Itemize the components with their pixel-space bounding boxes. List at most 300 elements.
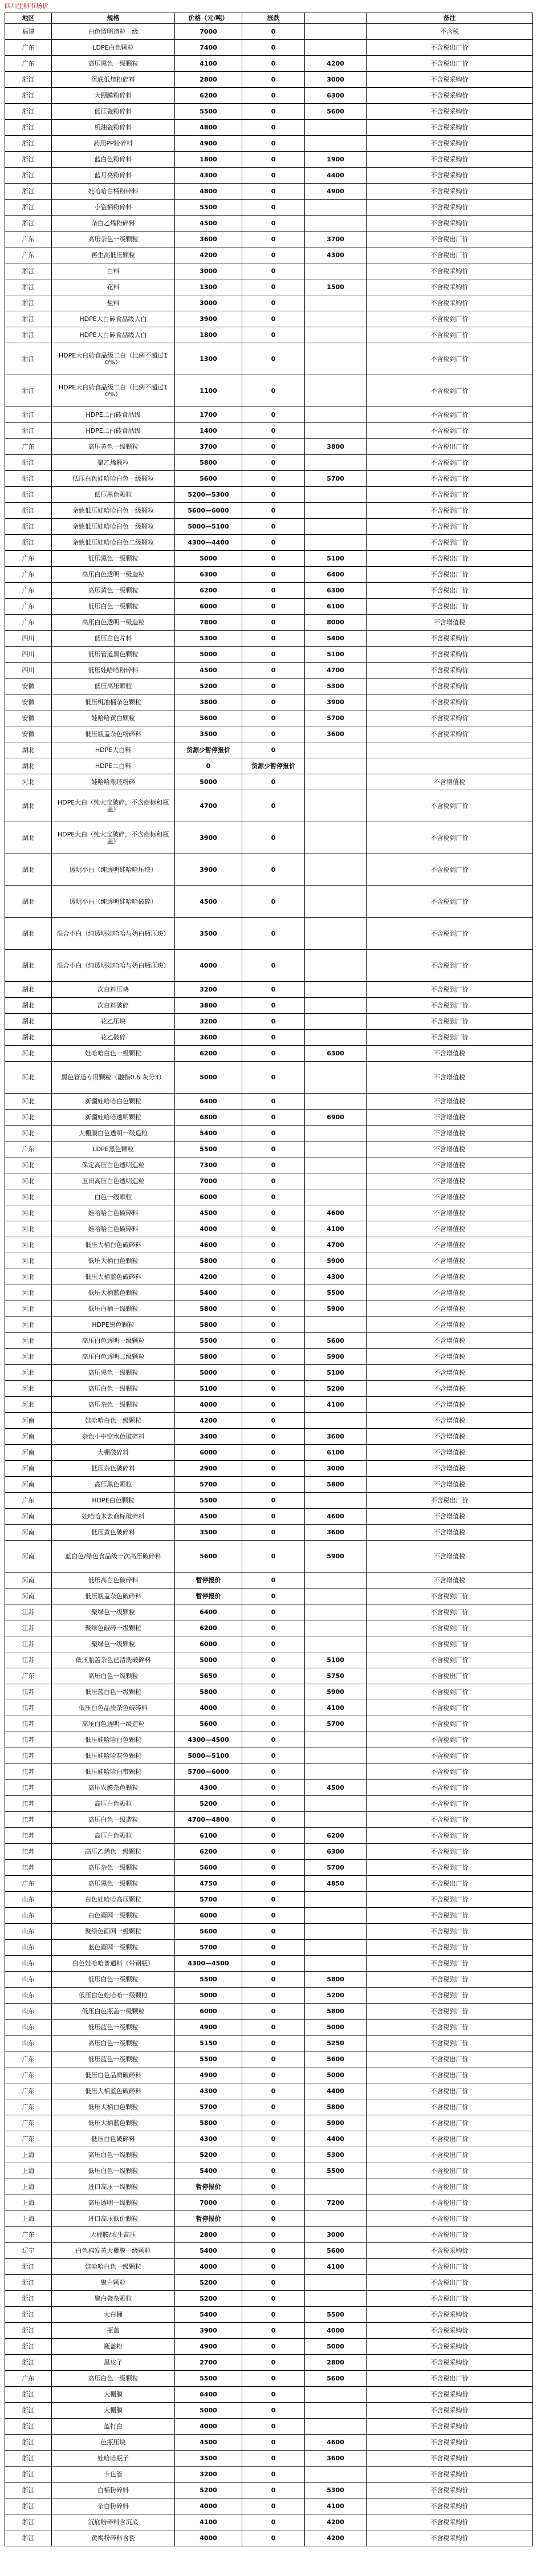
spec-cell: 机油瓷粉碎料 [52, 120, 175, 136]
ref-price-cell: 5100 [305, 1652, 367, 1668]
region-cell: 河北 [5, 1237, 52, 1253]
change-cell: 0 [242, 1349, 305, 1365]
table-row [5, 2004, 533, 2020]
spec-cell: 高压黑色一级颗粒 [52, 1876, 175, 1892]
note-cell: 不含税到厂价 [367, 1988, 533, 2004]
table-row [5, 2147, 533, 2163]
change-cell: 0 [242, 1030, 305, 1046]
ref-price-cell [305, 1126, 367, 1141]
region-cell: 河南 [5, 1445, 52, 1461]
ref-price-cell: 5700 [305, 710, 367, 726]
note-cell: 不含税到厂价 [367, 1924, 533, 1940]
price-cell: 4100 [175, 2514, 242, 2530]
note-cell: 不含增值税 [367, 1525, 533, 1541]
spec-cell: 低压大桶白色破碎料 [52, 1237, 175, 1253]
price-cell: 5500 [175, 1972, 242, 1988]
change-cell: 0 [242, 886, 305, 918]
ref-price-cell: 5000 [305, 2339, 367, 2355]
price-cell: 暂停报价 [175, 2211, 242, 2227]
table-row [5, 263, 533, 279]
region-cell: 江苏 [5, 1700, 52, 1716]
ref-price-cell [305, 136, 367, 152]
note-cell: 不含税出厂价 [367, 2227, 533, 2243]
ref-price-cell [305, 2291, 367, 2307]
ref-price-cell [305, 1924, 367, 1940]
note-cell: 不含税到厂价 [367, 998, 533, 1014]
spec-cell: 花乙压块 [52, 1014, 175, 1030]
note-cell: 不含税到厂价 [367, 1604, 533, 1620]
spec-cell: 低压白色品质杂色破碎料 [52, 1700, 175, 1716]
spec-cell: 色瓶压块 [52, 2435, 175, 2451]
note-cell: 不含税出厂价 [367, 551, 533, 567]
header-row [5, 13, 533, 24]
table-row [5, 40, 533, 56]
ref-price-cell: 5000 [305, 2067, 367, 2083]
note-cell: 不含税出厂价 [367, 56, 533, 72]
note-cell: 不含税到厂价 [367, 1780, 533, 1796]
ref-price-cell [305, 1157, 367, 1173]
price-cell: 4500 [175, 2435, 242, 2451]
change-cell: 0 [242, 2179, 305, 2195]
table-row [5, 583, 533, 599]
change-cell: 0 [242, 1014, 305, 1030]
change-cell: 0 [242, 2083, 305, 2099]
change-cell: 0 [242, 2451, 305, 2467]
region-cell: 辽宁 [5, 2243, 52, 2259]
note-cell: 不含税到厂价 [367, 2020, 533, 2035]
region-cell: 浙江 [5, 136, 52, 152]
change-cell: 0 [242, 647, 305, 663]
change-cell: 0 [242, 2467, 305, 2482]
region-cell: 浙江 [5, 216, 52, 231]
ref-price-cell [305, 1956, 367, 1972]
region-cell: 浙江 [5, 72, 52, 88]
change-cell: 0 [242, 2211, 305, 2227]
ref-price-cell: 5750 [305, 1668, 367, 1684]
spec-cell: 大棚膜 [52, 2387, 175, 2403]
region-cell: 安徽 [5, 694, 52, 710]
change-cell: 0 [242, 2435, 305, 2451]
price-cell: 1800 [175, 327, 242, 343]
region-cell: 河北 [5, 1046, 52, 1062]
ref-price-cell: 4100 [305, 1397, 367, 1413]
region-cell: 四川 [5, 663, 52, 678]
region-cell: 河北 [5, 1062, 52, 1094]
ref-price-cell [305, 1588, 367, 1604]
note-cell: 不含税采购价 [367, 694, 533, 710]
region-cell: 浙江 [5, 423, 52, 439]
note-cell: 不含增值税 [367, 1126, 533, 1141]
table-row [5, 694, 533, 710]
note-cell: 不含税采购价 [367, 663, 533, 678]
ref-price-cell [305, 24, 367, 40]
table-row [5, 343, 533, 375]
region-cell: 河南 [5, 1541, 52, 1573]
region-cell: 河北 [5, 1094, 52, 1110]
note-cell: 不含增值税 [367, 1285, 533, 1301]
ref-price-cell [305, 1062, 367, 1094]
table-row [5, 311, 533, 327]
note-cell: 不含税到厂价 [367, 1030, 533, 1046]
price-cell: 5400 [175, 1285, 242, 1301]
region-cell: 浙江 [5, 407, 52, 423]
table-row [5, 279, 533, 295]
table-row [5, 1988, 533, 2004]
note-cell: 不含税出厂价 [367, 439, 533, 455]
region-cell: 上海 [5, 2147, 52, 2163]
change-cell: 0 [242, 1652, 305, 1668]
change-cell: 0 [242, 1684, 305, 1700]
price-cell: 3500 [175, 2451, 242, 2467]
change-cell: 0 [242, 1844, 305, 1860]
price-cell: 4000 [175, 2498, 242, 2514]
region-cell: 湖北 [5, 1014, 52, 1030]
ref-price-cell [305, 1892, 367, 1908]
note-cell: 不含增值税 [367, 1301, 533, 1317]
table-row [5, 663, 533, 678]
price-cell: 3900 [175, 822, 242, 854]
ref-price-cell: 5600 [305, 1333, 367, 1349]
change-cell: 0 [242, 2147, 305, 2163]
change-cell: 0 [242, 710, 305, 726]
price-cell: 0 [175, 758, 242, 774]
region-cell: 河南 [5, 1525, 52, 1541]
note-cell: 不含税到厂价 [367, 1844, 533, 1860]
price-cell: 4800 [175, 184, 242, 200]
ref-price-cell: 5900 [305, 2115, 367, 2131]
note-cell: 不含税到厂价 [367, 950, 533, 982]
note-cell: 不含税到厂价 [367, 1972, 533, 1988]
change-cell: 0 [242, 918, 305, 950]
price-cell: 5700 [175, 2099, 242, 2115]
note-cell: 不含增值税 [367, 1461, 533, 1477]
spec-cell: 娃哈哈白色破碎料 [52, 1221, 175, 1237]
spec-cell: 低压大桶蓝色破碎料 [52, 2083, 175, 2099]
region-cell: 浙江 [5, 279, 52, 295]
ref-price-cell: 5600 [305, 2051, 367, 2067]
table-row [5, 2243, 533, 2259]
ref-price-cell [305, 535, 367, 551]
price-cell: 5000—5100 [175, 519, 242, 535]
price-cell: 6400 [175, 1094, 242, 1110]
note-cell: 不含税出厂价 [367, 583, 533, 599]
price-cell: 6800 [175, 1110, 242, 1126]
ref-price-cell [305, 1732, 367, 1748]
note-cell: 不含税采购价 [367, 678, 533, 694]
table-row [5, 1333, 533, 1349]
ref-price-cell: 5500 [305, 2163, 367, 2179]
table-row [5, 184, 533, 200]
ref-price-cell: 5600 [305, 104, 367, 120]
note-cell: 不含税到厂价 [367, 1700, 533, 1716]
note-cell: 不含增值税 [367, 1381, 533, 1397]
price-cell: 4300—4500 [175, 1732, 242, 1748]
region-cell: 上海 [5, 2195, 52, 2211]
note-cell: 不含税到厂价 [367, 1908, 533, 1924]
price-cell: 1100 [175, 375, 242, 407]
table-row [5, 1892, 533, 1908]
table-row [5, 72, 533, 88]
change-cell: 0 [242, 1237, 305, 1253]
region-cell: 湖北 [5, 822, 52, 854]
change-cell: 0 [242, 615, 305, 631]
change-cell: 0 [242, 1940, 305, 1956]
spec-cell: 低压蓝白色一级颗粒 [52, 1684, 175, 1700]
note-cell: 不含增值税 [367, 1205, 533, 1221]
spec-cell: 蓝月亮粉碎料 [52, 168, 175, 184]
ref-price-cell: 3000 [305, 1461, 367, 1477]
table-row [5, 822, 533, 854]
ref-price-cell [305, 327, 367, 343]
note-cell [367, 758, 533, 774]
table-row [5, 439, 533, 455]
change-cell: 0 [242, 2195, 305, 2211]
ref-price-cell: 3700 [305, 231, 367, 247]
price-cell: 4800 [175, 120, 242, 136]
change-cell: 0 [242, 1620, 305, 1636]
spec-cell: 低压白色一级颗粒 [52, 1972, 175, 1988]
ref-price-cell: 5300 [305, 2482, 367, 2498]
price-cell: 3500 [175, 1525, 242, 1541]
price-cell: 1300 [175, 343, 242, 375]
ref-price-cell: 3800 [305, 439, 367, 455]
price-cell: 5800 [175, 1253, 242, 1269]
region-cell: 浙江 [5, 2275, 52, 2291]
price-cell: 3200 [175, 1014, 242, 1030]
ref-price-cell [305, 2467, 367, 2482]
note-cell: 不含税采购价 [367, 647, 533, 663]
region-cell: 浙江 [5, 2467, 52, 2482]
price-cell: 3800 [175, 694, 242, 710]
change-cell: 0 [242, 2339, 305, 2355]
price-cell: 6000 [175, 1445, 242, 1461]
note-cell: 不含税到厂价 [367, 1860, 533, 1876]
note-cell: 不含增值税 [367, 1413, 533, 1429]
change-cell: 0 [242, 1269, 305, 1285]
change-cell: 0 [242, 1253, 305, 1269]
header-ref-price [305, 13, 367, 24]
change-cell: 0 [242, 535, 305, 551]
header-change: 涨跌 [242, 13, 305, 24]
change-cell: 0 [242, 2307, 305, 2323]
change-cell: 0 [242, 2482, 305, 2498]
price-cell: 7000 [175, 24, 242, 40]
change-cell: 0 [242, 152, 305, 168]
note-cell: 不含增值税 [367, 615, 533, 631]
spec-cell: 黑色管道专用颗粒（融指0.6 灰分3） [52, 1062, 175, 1094]
page-title: 四川生料市场价 [5, 2, 48, 10]
region-cell: 浙江 [5, 2259, 52, 2275]
change-cell: 0 [242, 1317, 305, 1333]
table-row [5, 982, 533, 998]
spec-cell: 混合小白（纯透明娃哈哈与奶白瓶压块） [52, 950, 175, 982]
region-cell: 浙江 [5, 152, 52, 168]
region-cell: 江苏 [5, 1716, 52, 1732]
region-cell: 江苏 [5, 1636, 52, 1652]
price-cell: 6200 [175, 1844, 242, 1860]
note-cell: 不含税出厂价 [367, 2067, 533, 2083]
ref-price-cell: 6300 [305, 583, 367, 599]
change-cell: 0 [242, 439, 305, 455]
region-cell: 江苏 [5, 1860, 52, 1876]
change-cell: 0 [242, 678, 305, 694]
region-cell: 浙江 [5, 535, 52, 551]
ref-price-cell [305, 950, 367, 982]
note-cell: 不含增值税 [367, 774, 533, 790]
change-cell: 0 [242, 1908, 305, 1924]
price-cell: 2800 [175, 2227, 242, 2243]
note-cell: 不含增值税 [367, 1317, 533, 1333]
ref-price-cell [305, 2179, 367, 2195]
note-cell: 不含税出厂价 [367, 2195, 533, 2211]
spec-cell: 次白料破碎 [52, 998, 175, 1014]
change-cell: 0 [242, 104, 305, 120]
price-cell: 6000 [175, 1908, 242, 1924]
spec-cell: 娃哈哈白色一级颗粒 [52, 1413, 175, 1429]
change-cell: 0 [242, 1397, 305, 1413]
table-row [5, 2355, 533, 2371]
table-row [5, 1636, 533, 1652]
note-cell: 不含税到厂价 [367, 343, 533, 375]
ref-price-cell [305, 1796, 367, 1812]
note-cell: 不含增值税 [367, 1237, 533, 1253]
note-cell: 不含增值税 [367, 1141, 533, 1157]
region-cell: 河北 [5, 774, 52, 790]
region-cell: 湖北 [5, 854, 52, 886]
spec-cell: 低压白色一级颗粒 [52, 2163, 175, 2179]
table-row [5, 1445, 533, 1461]
note-cell: 不含增值税 [367, 1173, 533, 1189]
table-row [5, 136, 533, 152]
region-cell: 山东 [5, 1972, 52, 1988]
region-cell: 广东 [5, 1668, 52, 1684]
price-cell: 3900 [175, 311, 242, 327]
price-cell: 5600 [175, 1860, 242, 1876]
table-row [5, 1573, 533, 1588]
region-cell: 河南 [5, 1461, 52, 1477]
region-cell: 浙江 [5, 88, 52, 104]
spec-cell: 聚绿色一级颗粒 [52, 1636, 175, 1652]
ref-price-cell: 5900 [305, 1301, 367, 1317]
ref-price-cell [305, 998, 367, 1014]
note-cell: 不含税采购价 [367, 136, 533, 152]
spec-cell: 低压蓝色一级颗粒 [52, 2020, 175, 2035]
ref-price-cell [305, 1908, 367, 1924]
price-cell: 6400 [175, 1604, 242, 1620]
table-row [5, 1413, 533, 1429]
ref-price-cell: 3600 [305, 726, 367, 742]
price-cell: 5300 [175, 631, 242, 647]
price-table [5, 13, 533, 2546]
spec-cell: 低压黄色破碎料 [52, 1525, 175, 1541]
ref-price-cell [305, 2211, 367, 2227]
region-cell: 广东 [5, 231, 52, 247]
table-row [5, 503, 533, 519]
table-row [5, 1301, 533, 1317]
spec-cell: 沉底低熔粉碎料 [52, 72, 175, 88]
spec-cell: 高压白色一级颗粒 [52, 2147, 175, 2163]
table-row [5, 918, 533, 950]
region-cell: 浙江 [5, 2323, 52, 2339]
note-cell: 不含税采购价 [367, 200, 533, 216]
ref-price-cell: 4600 [305, 2435, 367, 2451]
note-cell: 不含增值税 [367, 1573, 533, 1588]
change-cell: 0 [242, 1588, 305, 1604]
region-cell: 广东 [5, 439, 52, 455]
spec-cell: 娃哈哈白色破碎料 [52, 1205, 175, 1221]
region-cell: 浙江 [5, 2339, 52, 2355]
ref-price-cell [305, 1748, 367, 1764]
note-cell: 不含税到厂价 [367, 1636, 533, 1652]
region-cell: 广东 [5, 583, 52, 599]
change-cell: 0 [242, 1748, 305, 1764]
ref-price-cell: 4400 [305, 2083, 367, 2099]
note-cell: 不含税采购价 [367, 2323, 533, 2339]
spec-cell: 娃哈哈瓶坯粉碎 [52, 774, 175, 790]
ref-price-cell [305, 120, 367, 136]
ref-price-cell: 5800 [305, 1972, 367, 1988]
change-cell: 0 [242, 295, 305, 311]
note-cell: 不含税到厂价 [367, 1812, 533, 1828]
ref-price-cell: 4600 [305, 1509, 367, 1525]
spec-cell: 花料 [52, 279, 175, 295]
spec-cell: 次白料压块 [52, 982, 175, 998]
change-cell: 0 [242, 790, 305, 822]
ref-price-cell: 2800 [305, 2355, 367, 2371]
price-cell: 4500 [175, 663, 242, 678]
note-cell: 不含增值税 [367, 1429, 533, 1445]
note-cell: 不含税到厂价 [367, 423, 533, 439]
region-cell: 湖北 [5, 742, 52, 758]
price-cell: 3500 [175, 726, 242, 742]
price-cell: 5400 [175, 1126, 242, 1141]
note-cell: 不含税到厂价 [367, 1684, 533, 1700]
note-cell: 不含税采购价 [367, 72, 533, 88]
spec-cell: 聚白颗粒 [52, 2275, 175, 2291]
table-row [5, 1780, 533, 1796]
table-row [5, 2339, 533, 2355]
change-cell: 0 [242, 56, 305, 72]
note-cell: 不含税采购价 [367, 2403, 533, 2419]
note-cell: 不含税到厂价 [367, 487, 533, 503]
change-cell: 0 [242, 1525, 305, 1541]
change-cell: 0 [242, 1094, 305, 1110]
region-cell: 广东 [5, 2099, 52, 2115]
region-cell: 广东 [5, 599, 52, 615]
ref-price-cell: 5600 [305, 2243, 367, 2259]
spec-cell: 进口高压低价颗粒 [52, 2211, 175, 2227]
region-cell: 山东 [5, 1956, 52, 1972]
spec-cell: 高压透明一级颗粒 [52, 2195, 175, 2211]
note-cell: 不含税出厂价 [367, 231, 533, 247]
table-row [5, 2467, 533, 2482]
price-cell: 3000 [175, 295, 242, 311]
ref-price-cell [305, 1413, 367, 1429]
ref-price-cell: 3600 [305, 1525, 367, 1541]
change-cell: 0 [242, 1221, 305, 1237]
note-cell: 不含税出厂价 [367, 2259, 533, 2275]
note-cell: 不含税到厂价 [367, 886, 533, 918]
spec-cell: 聚绿色画网一级颗粒 [52, 1924, 175, 1940]
note-cell: 不含税到厂价 [367, 1940, 533, 1956]
region-cell: 安徽 [5, 710, 52, 726]
table-row [5, 551, 533, 567]
region-cell: 浙江 [5, 2435, 52, 2451]
table-row [5, 2498, 533, 2514]
spec-cell: 蓝打白 [52, 2419, 175, 2435]
note-cell: 不含增值税 [367, 1445, 533, 1461]
change-cell: 0 [242, 1812, 305, 1828]
